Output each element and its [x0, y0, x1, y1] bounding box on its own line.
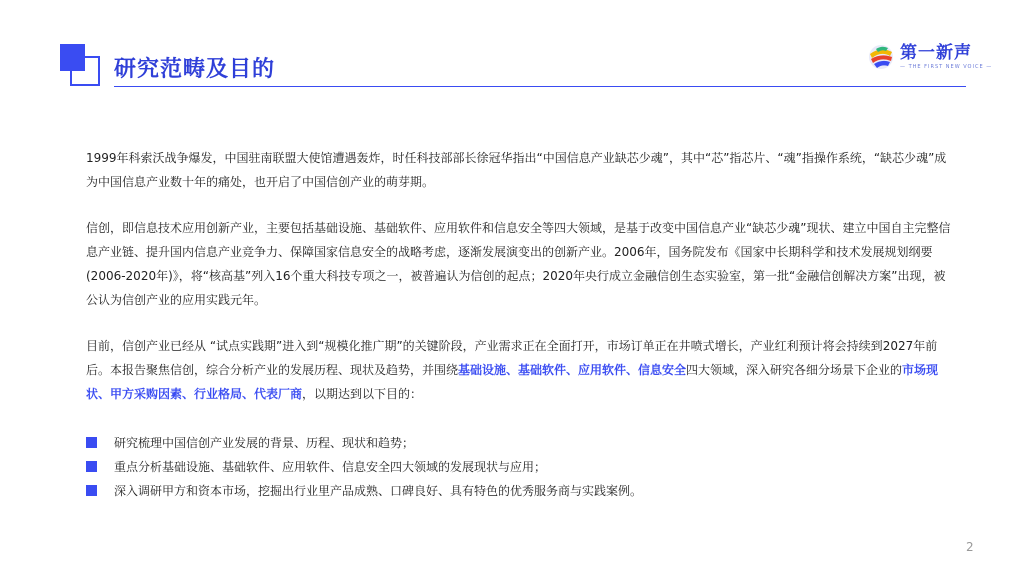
paragraph-background: 1999年科索沃战争爆发，中国驻南联盟大使馆遭遇轰炸，时任科技部部长徐冠华指出“中国信息产业缺芯少魂”，其中“芯”指芯片、“魂”指操作系统，“缺芯少魂”成为中国信息产业数十年的痛处，也开启了中国信创产业的萌芽期。	[86, 151, 947, 189]
paragraph-purpose-part2: 四大领域，深入研究各细分场景下企业的	[686, 363, 903, 377]
list-item-text: 重点分析基础设施、基础软件、应用软件、信息安全四大领域的发展现状与应用；	[114, 459, 547, 474]
logo-subtext: — THE FIRST NEW VOICE —	[900, 64, 993, 70]
body-text	[86, 146, 952, 428]
bullet-square-icon	[86, 485, 97, 496]
paragraph-purpose-part3: ，以期达到以下目的：	[302, 387, 423, 401]
highlight-four-domains: 基础设施、基础软件、应用软件、信息安全	[458, 363, 687, 377]
bullet-square-icon	[86, 437, 97, 448]
list-item	[86, 478, 952, 502]
paragraph-purpose-part1: 目前，信创产业已经从 “试点实践期”进入到“规模化推广期”的关键阶段，产业需求正在全面打开，市场订单正在井喷式增长，产业红利预计将会持续到2027年前后。本报告聚焦信创，综合分析产业的发展历程、现状及趋势，并围绕	[86, 339, 938, 377]
header-divider	[114, 86, 966, 87]
objectives-list	[86, 430, 952, 502]
list-item	[86, 430, 952, 454]
title-decoration-outline	[70, 56, 100, 86]
logo-text: 第一新声	[900, 43, 972, 63]
page-number: 2	[966, 540, 974, 554]
list-item-text: 深入调研甲方和资本市场，挖掘出行业里产品成熟、口碑良好、具有特色的优秀服务商与实践案例。	[114, 483, 643, 498]
paragraph-purpose	[86, 334, 952, 406]
list-item	[86, 454, 952, 478]
bullet-square-icon	[86, 461, 97, 472]
brand-logo	[866, 42, 992, 72]
list-item-text: 研究梳理中国信创产业发展的背景、历程、现状和趋势；	[114, 435, 415, 450]
logo-mark-icon	[866, 42, 896, 72]
page-title: 研究范畴及目的	[114, 57, 276, 82]
highlight-research-focus: 市场现状、甲方采购因素、行业格局、代表厂商	[86, 363, 939, 401]
paragraph-definition: 信创，即信息技术应用创新产业，主要包括基础设施、基础软件、应用软件和信息安全等四大领域，是基于改变中国信息产业“缺芯少魂”现状、建立中国自主完整信息产业链、提升国内信息产业竞争力、保障国家信息安全的战略考虑，逐渐发展演变出的创新产业。2006年，国务院发布《国家中长期科学和技术发展规划纲要(2006-2020年)》，将“核高基”列入16个重大科技专项之一，被普遍认为信创的起点；2020年央行成立金融信创生态实验室，第一批“金融信创解决方案”出现，被公认为信创产业的应用实践元年。	[86, 221, 951, 307]
